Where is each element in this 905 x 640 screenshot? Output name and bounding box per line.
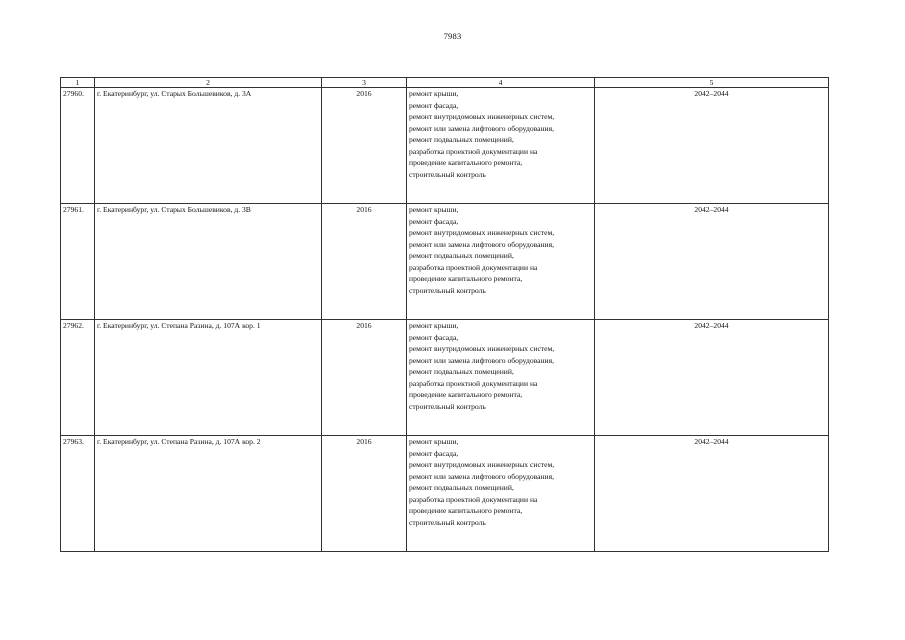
row-year: 2016 — [322, 436, 407, 552]
header-col-1: 1 — [61, 78, 95, 88]
row-address: г. Екатеринбург, ул. Старых Большевиков, д. 3В — [95, 204, 322, 320]
row-period: 2042–2044 — [595, 320, 829, 436]
row-year: 2016 — [322, 320, 407, 436]
work-item: строительный контроль — [409, 401, 486, 411]
work-item: разработка проектной документации на — [409, 378, 538, 388]
table-row — [61, 320, 829, 436]
header-col-3: 3 — [322, 78, 407, 88]
work-item: ремонт подвальных помещений, — [409, 483, 514, 492]
row-period: 2042–2044 — [595, 436, 829, 552]
header-col-2: 2 — [95, 78, 322, 88]
row-number: 27960. — [61, 88, 95, 204]
work-item: строительный контроль — [409, 285, 486, 295]
work-item: проведение капитального ремонта, — [409, 158, 523, 167]
row-number: 27962. — [61, 320, 95, 436]
work-item: ремонт или замена лифтового оборудования, — [409, 239, 554, 249]
row-works — [407, 320, 595, 436]
table-row — [61, 204, 829, 320]
row-year: 2016 — [322, 88, 407, 204]
page-number: 7983 — [443, 31, 462, 41]
work-item: ремонт крыши, — [409, 205, 459, 214]
row-address: г. Екатеринбург, ул. Степана Разина, д. 107А кор. 1 — [95, 320, 322, 436]
header-col-5: 5 — [595, 78, 829, 88]
row-address: г. Екатеринбург, ул. Степана Разина, д. 107А кор. 2 — [95, 436, 322, 552]
row-period: 2042–2044 — [595, 88, 829, 204]
work-item: ремонт фасада, — [409, 448, 459, 458]
row-address: г. Екатеринбург, ул. Старых Большевиков, д. 3А — [95, 88, 322, 204]
row-number: 27963. — [61, 436, 95, 552]
row-period: 2042–2044 — [595, 204, 829, 320]
work-item: ремонт или замена лифтового оборудования, — [409, 355, 554, 365]
work-item: строительный контроль — [409, 169, 486, 179]
row-works — [407, 88, 595, 204]
work-item: ремонт или замена лифтового оборудования, — [409, 123, 554, 133]
work-item: ремонт крыши, — [409, 437, 459, 446]
header-row — [61, 78, 829, 88]
row-number: 27961. — [61, 204, 95, 320]
work-item: ремонт или замена лифтового оборудования, — [409, 471, 554, 481]
work-item: разработка проектной документации на — [409, 494, 538, 504]
work-item: ремонт крыши, — [409, 321, 459, 330]
work-item: ремонт внутридомовых инженерных систем, — [409, 228, 555, 237]
work-item: проведение капитального ремонта, — [409, 506, 523, 515]
work-item: ремонт фасада, — [409, 100, 459, 110]
work-item: строительный контроль — [409, 517, 486, 527]
work-item: ремонт внутридомовых инженерных систем, — [409, 112, 555, 121]
table-row — [61, 436, 829, 552]
row-works — [407, 204, 595, 320]
work-item: проведение капитального ремонта, — [409, 390, 523, 399]
work-item: ремонт подвальных помещений, — [409, 135, 514, 144]
work-item: ремонт подвальных помещений, — [409, 367, 514, 376]
work-item: проведение капитального ремонта, — [409, 274, 523, 283]
work-item: ремонт фасада, — [409, 216, 459, 226]
work-item: ремонт фасада, — [409, 332, 459, 342]
capital-repair-table — [60, 77, 829, 552]
work-item: разработка проектной документации на — [409, 146, 538, 156]
row-year: 2016 — [322, 204, 407, 320]
work-item: разработка проектной документации на — [409, 262, 538, 272]
table-row — [61, 88, 829, 204]
work-item: ремонт подвальных помещений, — [409, 251, 514, 260]
row-works — [407, 436, 595, 552]
work-item: ремонт внутридомовых инженерных систем, — [409, 344, 555, 353]
work-item: ремонт внутридомовых инженерных систем, — [409, 460, 555, 469]
header-col-4: 4 — [407, 78, 595, 88]
work-item: ремонт крыши, — [409, 89, 459, 98]
